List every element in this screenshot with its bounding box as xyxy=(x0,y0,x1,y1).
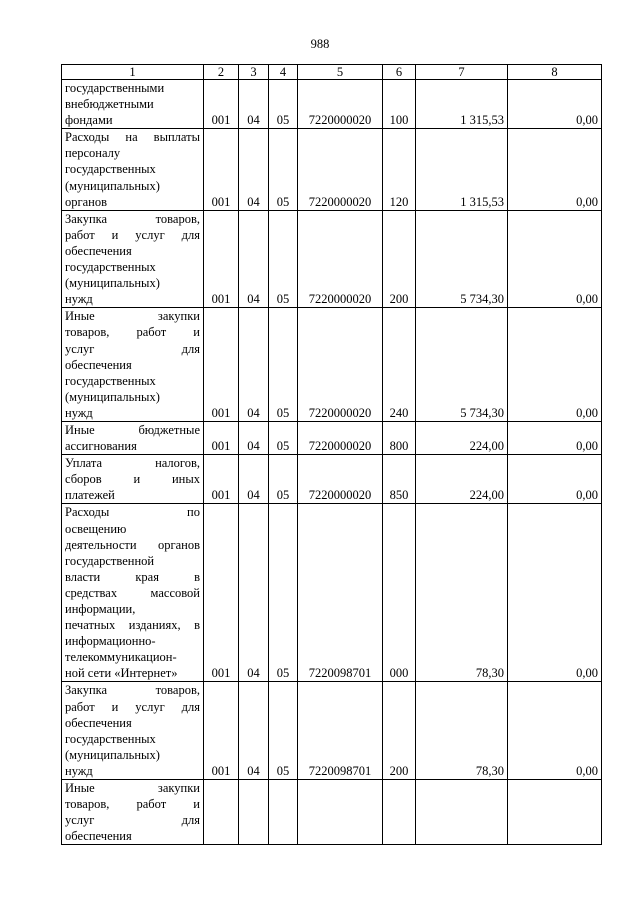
change-cell: 0,00 xyxy=(508,504,602,682)
expense-name-line: Закупка товаров, xyxy=(65,683,200,698)
expense-name-line: нужд xyxy=(65,405,93,420)
table-header-row xyxy=(62,65,602,80)
section-cell xyxy=(239,780,269,845)
expense-name-line: обеспечения xyxy=(65,715,132,730)
target-item-cell xyxy=(298,780,383,845)
expense-name-line: нужд xyxy=(65,292,93,307)
admin-code-cell xyxy=(204,780,239,845)
expense-name-line: печатных изданиях, в xyxy=(65,618,200,633)
target-item-cell: 7220000020 xyxy=(298,129,383,210)
section-cell: 04 xyxy=(239,80,269,129)
expense-name-line: государственной xyxy=(65,553,155,568)
section-cell: 04 xyxy=(239,455,269,504)
expense-name-line: государственными xyxy=(65,81,165,95)
change-cell: 0,00 xyxy=(508,308,602,422)
admin-code-cell: 001 xyxy=(204,80,239,129)
column-header: 5 xyxy=(298,65,383,80)
subsection-cell: 05 xyxy=(269,210,298,308)
target-item-cell: 7220000020 xyxy=(298,421,383,454)
expense-name-line: власти края в xyxy=(65,569,200,584)
expense-name-line: Расходы по xyxy=(65,505,200,520)
expense-name-line: Закупка товаров, xyxy=(65,211,200,226)
expense-name-line: работ и услуг для xyxy=(65,699,200,714)
page-number: 988 xyxy=(310,37,330,51)
expense-type-cell: 800 xyxy=(383,421,416,454)
column-header: 4 xyxy=(269,65,298,80)
amount-cell: 5 734,30 xyxy=(416,308,508,422)
expense-name-line: (муниципальных) xyxy=(65,389,160,404)
target-item-cell: 7220000020 xyxy=(298,308,383,422)
expense-name-cell xyxy=(62,308,204,422)
expense-name-line: средствах массовой xyxy=(65,585,200,600)
expense-type-cell: 120 xyxy=(383,129,416,210)
subsection-cell: 05 xyxy=(269,80,298,129)
expense-name-cell xyxy=(62,210,204,308)
table-row xyxy=(62,308,602,422)
expense-name-line: Иные закупки xyxy=(65,781,200,796)
section-cell: 04 xyxy=(239,210,269,308)
change-cell xyxy=(508,780,602,845)
admin-code-cell: 001 xyxy=(204,308,239,422)
expense-name-line: работ и услуг для xyxy=(65,227,200,242)
section-cell: 04 xyxy=(239,682,269,780)
admin-code-cell: 001 xyxy=(204,504,239,682)
expense-name-line: обеспечения xyxy=(65,243,132,258)
expense-name-cell xyxy=(62,504,204,682)
expense-name-line: телекоммуникацион- xyxy=(65,650,177,665)
table-row xyxy=(62,129,602,210)
change-cell: 0,00 xyxy=(508,421,602,454)
column-header: 7 xyxy=(416,65,508,80)
expense-name-line: услуг для xyxy=(65,813,200,828)
column-header: 6 xyxy=(383,65,416,80)
expense-name-line: государственных xyxy=(65,373,156,388)
expense-name-line: деятельности органов xyxy=(65,537,200,552)
expense-name-line: Уплата налогов, xyxy=(65,456,200,471)
expense-name-line: государственных xyxy=(65,162,156,177)
admin-code-cell: 001 xyxy=(204,129,239,210)
column-header: 3 xyxy=(239,65,269,80)
subsection-cell xyxy=(269,780,298,845)
expense-name-line: (муниципальных) xyxy=(65,747,160,762)
expense-name-line: услуг для xyxy=(65,341,200,356)
expense-name-line: информационно- xyxy=(65,634,156,649)
expense-name-line: товаров, работ и xyxy=(65,325,200,340)
amount-cell: 5 734,30 xyxy=(416,210,508,308)
table-row xyxy=(62,780,602,845)
expense-name-line: нужд xyxy=(65,763,93,778)
target-item-cell: 7220098701 xyxy=(298,504,383,682)
section-cell: 04 xyxy=(239,421,269,454)
expense-name-line: государственных xyxy=(65,731,156,746)
target-item-cell: 7220000020 xyxy=(298,455,383,504)
amount-cell: 224,00 xyxy=(416,455,508,504)
expense-name-line: персоналу xyxy=(65,146,121,161)
expense-name-line: (муниципальных) xyxy=(65,276,160,291)
subsection-cell: 05 xyxy=(269,421,298,454)
table-row xyxy=(62,210,602,308)
subsection-cell: 05 xyxy=(269,455,298,504)
expense-type-cell: 240 xyxy=(383,308,416,422)
budget-table xyxy=(61,64,602,845)
expense-name-line: Иные бюджетные xyxy=(65,422,200,437)
expense-name-line: государственных xyxy=(65,260,156,275)
expense-name-cell xyxy=(62,80,204,129)
admin-code-cell: 001 xyxy=(204,682,239,780)
change-cell: 0,00 xyxy=(508,129,602,210)
table-row xyxy=(62,80,602,129)
expense-name-line: внебюджетными xyxy=(65,97,154,112)
change-cell: 0,00 xyxy=(508,682,602,780)
expense-name-cell xyxy=(62,455,204,504)
column-header: 2 xyxy=(204,65,239,80)
amount-cell: 1 315,53 xyxy=(416,80,508,129)
expense-name-line: сборов и иных xyxy=(65,472,200,487)
column-header: 8 xyxy=(508,65,602,80)
subsection-cell: 05 xyxy=(269,504,298,682)
section-cell: 04 xyxy=(239,504,269,682)
subsection-cell: 05 xyxy=(269,129,298,210)
amount-cell: 78,30 xyxy=(416,682,508,780)
change-cell: 0,00 xyxy=(508,455,602,504)
expense-type-cell: 100 xyxy=(383,80,416,129)
section-cell: 04 xyxy=(239,308,269,422)
amount-cell: 78,30 xyxy=(416,504,508,682)
target-item-cell: 7220000020 xyxy=(298,80,383,129)
expense-type-cell xyxy=(383,780,416,845)
expense-name-line: фондами xyxy=(65,113,113,128)
amount-cell: 224,00 xyxy=(416,421,508,454)
expense-name-line: информации, xyxy=(65,602,136,616)
expense-type-cell: 200 xyxy=(383,210,416,308)
expense-name-cell xyxy=(62,682,204,780)
expense-name-cell xyxy=(62,421,204,454)
table-row xyxy=(62,455,602,504)
table-row xyxy=(62,504,602,682)
expense-name-line: обеспечения xyxy=(65,357,132,372)
admin-code-cell: 001 xyxy=(204,210,239,308)
expense-type-cell: 200 xyxy=(383,682,416,780)
expense-name-line: освещению xyxy=(65,521,127,536)
amount-cell xyxy=(416,780,508,845)
expense-name-line: обеспечения xyxy=(65,829,132,844)
table-row xyxy=(62,682,602,780)
expense-name-line: платежей xyxy=(65,488,115,503)
admin-code-cell: 001 xyxy=(204,455,239,504)
expense-type-cell: 000 xyxy=(383,504,416,682)
expense-name-cell xyxy=(62,780,204,845)
column-header: 1 xyxy=(62,65,204,80)
target-item-cell: 7220098701 xyxy=(298,682,383,780)
target-item-cell: 7220000020 xyxy=(298,210,383,308)
expense-name-line: Расходы на выплаты xyxy=(65,130,200,145)
subsection-cell: 05 xyxy=(269,308,298,422)
subsection-cell: 05 xyxy=(269,682,298,780)
section-cell: 04 xyxy=(239,129,269,210)
admin-code-cell: 001 xyxy=(204,421,239,454)
expense-type-cell: 850 xyxy=(383,455,416,504)
expense-name-line: товаров, работ и xyxy=(65,797,200,812)
expense-name-line: (муниципальных) xyxy=(65,178,160,193)
amount-cell: 1 315,53 xyxy=(416,129,508,210)
change-cell: 0,00 xyxy=(508,210,602,308)
expense-name-line: органов xyxy=(65,194,108,209)
expense-name-cell xyxy=(62,129,204,210)
change-cell: 0,00 xyxy=(508,80,602,129)
table-row xyxy=(62,421,602,454)
expense-name-line: ассигнования xyxy=(65,439,137,454)
expense-name-line: ной сети «Интернет» xyxy=(65,666,178,681)
expense-name-line: Иные закупки xyxy=(65,309,200,324)
